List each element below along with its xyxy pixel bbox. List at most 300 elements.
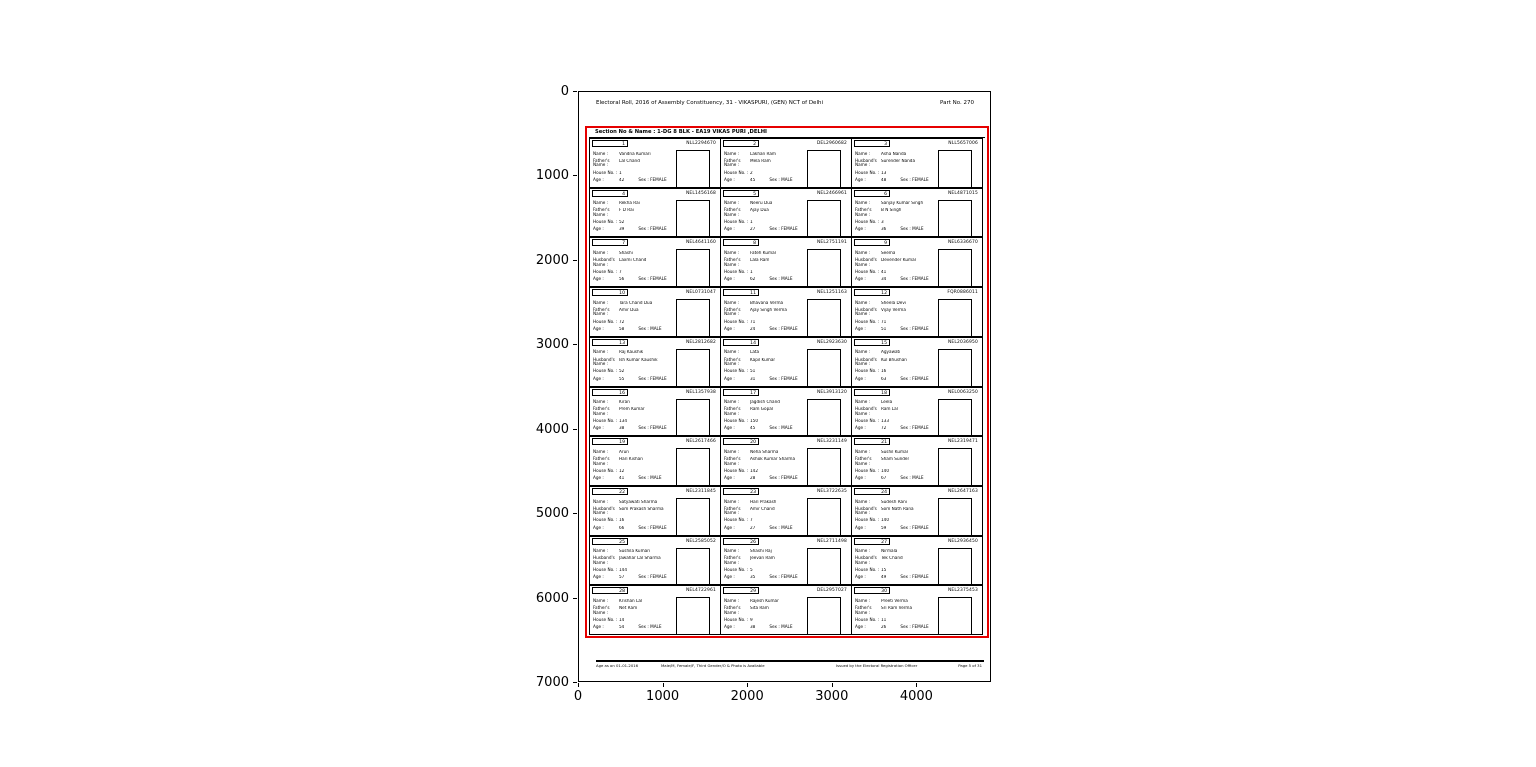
name-label: Name : (593, 498, 609, 504)
sex-value: FEMALE (912, 624, 929, 630)
voter-fields (590, 497, 676, 535)
voter-card (590, 139, 720, 187)
house-no-label: House No. : (593, 268, 618, 274)
house-no-label: House No. : (855, 517, 880, 523)
y-tick-mark (573, 429, 577, 430)
age-value: 58 (619, 326, 625, 331)
name-label: Name : (593, 448, 609, 454)
epic-number: NEL2036950 (947, 339, 978, 345)
relation-label: Husband's Name : (855, 356, 877, 367)
age-value: 54 (619, 625, 625, 630)
name-label: Name : (724, 448, 740, 454)
x-tick-mark (747, 683, 748, 687)
age-value: 62 (750, 277, 756, 282)
photo-box (676, 200, 710, 237)
age-value: 41 (619, 475, 625, 480)
sex-label: Sex : (900, 226, 911, 232)
voter-fields (721, 596, 807, 634)
voter-fields (852, 248, 938, 286)
sex-value: MALE (781, 524, 793, 530)
age-label: Age : (724, 624, 735, 630)
serial-number-box (854, 140, 890, 147)
sex-label: Sex : (769, 325, 780, 331)
relation-name: Hari Kishan (619, 457, 643, 461)
voter-card (590, 586, 720, 634)
photo-box (938, 399, 972, 436)
voter-card (590, 537, 720, 585)
sex-label: Sex : (769, 425, 780, 431)
relation-label: Father's Name : (724, 605, 741, 615)
serial-number: 2 (753, 142, 756, 147)
epic-number: DEL2960682 (816, 141, 847, 146)
house-number: 51 (750, 369, 756, 374)
voter-card (851, 487, 982, 535)
epic-number: NEL2585052 (685, 538, 716, 544)
age-label: Age : (724, 375, 735, 381)
name-label: Name : (855, 597, 871, 603)
voter-fields (721, 398, 807, 436)
sex-value: FEMALE (650, 226, 667, 232)
house-number: 140 (881, 468, 889, 473)
voter-name: Satyawati Sharma (619, 499, 658, 504)
y-tick-mark (573, 513, 577, 514)
house-no-label: House No. : (593, 517, 618, 523)
serial-number-box (592, 239, 628, 246)
serial-number: 5 (753, 191, 756, 197)
sex-label: Sex : (638, 226, 649, 232)
voter-card (720, 586, 851, 634)
photo-box (938, 498, 972, 535)
epic-number: FQR0886011 (947, 290, 978, 296)
sex-label: Sex : (638, 325, 649, 331)
sex-label: Sex : (900, 425, 911, 431)
serial-number-box (723, 339, 759, 346)
voter-name: Sheela Devi (881, 300, 906, 305)
epic-number: NEL0731047 (685, 290, 716, 296)
serial-number-box (592, 587, 628, 594)
voter-fields (721, 497, 807, 535)
y-tick-mark (573, 682, 577, 683)
voter-fields (852, 298, 938, 336)
card-row (590, 238, 982, 288)
sex-label: Sex : (638, 375, 649, 381)
sex-label: Sex : (638, 176, 649, 182)
relation-name: Jawahar Lal Sharma (619, 556, 661, 561)
house-no-label: House No. : (724, 418, 749, 424)
photo-box (938, 448, 972, 485)
sex-label: Sex : (769, 276, 780, 282)
footer-issuer-note: Issued by the Electoral Registration Officer (836, 663, 918, 668)
age-label: Age : (593, 176, 604, 182)
y-tick-label: 6000 (535, 590, 569, 606)
relation-label: Father's Name : (593, 456, 610, 466)
house-no-label: House No. : (724, 616, 749, 622)
epic-number: NEL3231149 (816, 439, 847, 445)
sex-value: FEMALE (650, 176, 667, 182)
y-tick-mark (573, 260, 577, 261)
relation-name: Sri Ram Verma (881, 606, 913, 611)
relation-name: Sham Sunder (881, 457, 910, 461)
age-value: 55 (619, 376, 625, 381)
age-value: 56 (619, 277, 625, 282)
x-tick-mark (832, 683, 833, 687)
photo-box (676, 249, 710, 286)
sex-value: MALE (650, 624, 662, 630)
sex-label: Sex : (900, 624, 911, 630)
x-tick-label: 3000 (815, 689, 849, 704)
relation-name: Ashok Kumar Sharma (750, 457, 796, 461)
photo-box (807, 597, 841, 634)
house-number: 11 (881, 617, 887, 622)
relation-name: Prem Kumar (619, 407, 645, 412)
relation-name: B N Singh (881, 208, 902, 213)
photo-box (938, 200, 972, 237)
y-tick-label: 4000 (535, 421, 569, 437)
voter-card (720, 388, 851, 436)
serial-number-box (854, 389, 890, 396)
footer-legend-note: Male/M, Female/F, Third Gender/O & Photo is Available (661, 663, 765, 668)
age-value: 35 (750, 575, 756, 580)
serial-number-box (854, 587, 890, 594)
voter-card (851, 139, 982, 187)
voter-name: Sanjay Kumar Singh (881, 201, 924, 206)
relation-label: Husband's Name : (855, 157, 877, 168)
card-row (590, 338, 982, 388)
epic-number: NEL2466961 (816, 190, 847, 196)
sex-value: FEMALE (912, 574, 929, 580)
voter-name: Asha Nanda (881, 151, 907, 156)
house-number: 13 (881, 170, 887, 175)
age-value: 27 (750, 525, 756, 530)
sex-label: Sex : (900, 375, 911, 381)
relation-name: Ish Kumar Kaushik (619, 357, 658, 362)
footer-page-number: Page 5 of 31 (958, 663, 982, 668)
age-label: Age : (724, 524, 735, 530)
voter-fields (590, 348, 676, 386)
voter-name: Neha Sharma (750, 449, 779, 454)
voter-fields (590, 596, 676, 634)
voter-fields (590, 547, 676, 585)
voter-card (720, 238, 851, 286)
voter-card (590, 189, 720, 237)
house-number: 1 (750, 220, 753, 225)
sex-value: FEMALE (650, 375, 667, 381)
serial-number: 8 (753, 241, 756, 247)
age-label: Age : (593, 226, 604, 232)
voter-card (851, 189, 982, 237)
relation-label: Husband's Name : (593, 555, 615, 565)
sex-value: FEMALE (650, 574, 667, 580)
voter-card (851, 288, 982, 336)
house-number: 1 (619, 170, 622, 175)
voter-fields (590, 149, 676, 187)
part-number: Part No. 270 (940, 100, 974, 106)
house-no-label: House No. : (724, 567, 749, 573)
name-label: Name : (593, 349, 609, 355)
y-tick-label: 3000 (535, 337, 569, 353)
voter-fields (721, 248, 807, 286)
sex-label: Sex : (769, 524, 780, 530)
sex-label: Sex : (638, 474, 649, 480)
sex-value: MALE (781, 276, 793, 282)
age-label: Age : (855, 226, 866, 232)
voter-name: Raj Kaushik (619, 350, 644, 355)
voter-name: Rekha Rai (619, 201, 640, 206)
voter-name: Leela (881, 400, 893, 405)
sex-label: Sex : (769, 226, 780, 232)
y-tick-mark (573, 91, 577, 92)
sex-label: Sex : (638, 425, 649, 431)
photo-box (807, 399, 841, 436)
card-row (590, 437, 982, 487)
epic-number: NEL2311845 (685, 488, 716, 494)
age-value: 63 (881, 376, 887, 381)
house-no-label: House No. : (724, 219, 749, 225)
y-tick-label: 2000 (535, 252, 569, 268)
age-label: Age : (593, 375, 604, 381)
relation-name: Sita Ram (750, 606, 769, 611)
relation-name: Devender Kumar (881, 258, 917, 263)
x-tick-label: 4000 (899, 689, 933, 704)
voter-name: Jagdish Chand (750, 400, 780, 405)
relation-label: Father's Name : (724, 505, 741, 516)
voter-card (590, 437, 720, 485)
house-number: 52 (619, 220, 625, 225)
sex-label: Sex : (900, 574, 911, 580)
sex-value: FEMALE (781, 375, 798, 381)
serial-number: 20 (750, 440, 756, 446)
sex-label: Sex : (769, 176, 780, 182)
house-number: 72 (619, 319, 625, 324)
epic-number: NEL4722961 (685, 588, 716, 594)
serial-number-box (854, 239, 890, 246)
epic-number: NEL2936450 (947, 538, 978, 544)
photo-box (807, 150, 841, 187)
voter-name: Krishan Lal (619, 598, 643, 603)
age-label: Age : (724, 176, 735, 182)
serial-number: 10 (619, 291, 625, 297)
photo-box (938, 249, 972, 286)
age-label: Age : (855, 524, 866, 530)
voter-name: Agyawati (881, 350, 901, 355)
serial-number: 27 (881, 539, 887, 545)
house-number: 5 (750, 568, 753, 573)
house-no-label: House No. : (855, 418, 880, 424)
house-number: 140 (881, 518, 889, 523)
relation-label: Father's Name : (724, 207, 741, 218)
y-tick-label: 1000 (535, 168, 569, 184)
voter-fields (721, 298, 807, 336)
voter-name: Shashi Raj (750, 549, 772, 554)
age-label: Age : (855, 474, 866, 480)
sex-label: Sex : (769, 624, 780, 630)
house-number: 1 (750, 269, 753, 274)
age-label: Age : (855, 375, 866, 381)
relation-label: Father's Name : (724, 555, 741, 565)
serial-number-box (854, 488, 890, 495)
age-value: 45 (750, 426, 756, 431)
age-value: 66 (619, 525, 625, 530)
name-label: Name : (724, 250, 740, 255)
card-row (590, 288, 982, 338)
voter-name: Fateh Kumar (750, 251, 777, 255)
serial-number: 17 (750, 390, 756, 396)
y-tick-mark (573, 175, 577, 176)
epic-number: NEL2319471 (947, 439, 978, 445)
relation-name: F D Rai (619, 208, 634, 213)
age-label: Age : (593, 574, 604, 580)
house-no-label: House No. : (593, 567, 618, 573)
voter-name: Vandna Kumari (619, 151, 651, 156)
relation-name: Som Nath Rana (881, 506, 914, 511)
serial-number: 1 (622, 142, 625, 147)
epic-number: NEL2647163 (947, 488, 978, 494)
age-value: 34 (881, 277, 887, 282)
house-no-label: House No. : (593, 219, 618, 225)
relation-label: Father's Name : (593, 157, 610, 168)
age-value: 72 (881, 426, 887, 431)
voter-name: Bhavana Verma (750, 300, 784, 305)
house-number: 14 (619, 617, 625, 622)
relation-label: Father's Name : (593, 605, 610, 615)
house-number: 15 (881, 568, 887, 573)
house-number: 7 (750, 518, 753, 523)
serial-number-box (723, 190, 759, 197)
voter-fields (721, 547, 807, 585)
house-number: 16 (619, 518, 625, 523)
voter-name: Preeti Verma (881, 598, 908, 603)
age-label: Age : (593, 325, 604, 331)
serial-number-box (723, 389, 759, 396)
sex-value: FEMALE (912, 325, 929, 331)
age-label: Age : (593, 425, 604, 431)
name-label: Name : (724, 498, 740, 504)
relation-name: Ram Lal (881, 407, 898, 412)
house-number: 9 (750, 617, 753, 622)
voter-fields (721, 348, 807, 386)
name-label: Name : (724, 299, 740, 305)
photo-box (676, 448, 710, 485)
relation-label: Father's Name : (855, 605, 872, 615)
serial-number: 7 (622, 241, 625, 247)
house-number: 150 (750, 419, 758, 424)
serial-number: 15 (881, 340, 887, 346)
name-label: Name : (855, 200, 871, 206)
voter-name: Kiran (619, 400, 630, 405)
serial-number: 28 (619, 589, 625, 595)
house-number: 41 (881, 269, 887, 274)
age-value: 45 (750, 177, 756, 182)
house-number: 134 (619, 419, 627, 424)
relation-label: Husband's Name : (855, 505, 877, 516)
photo-box (676, 349, 710, 386)
relation-name: Laxmi Chand (619, 258, 647, 263)
house-number: 142 (750, 468, 758, 473)
sex-label: Sex : (769, 574, 780, 580)
voter-fields (852, 199, 938, 237)
sex-value: FEMALE (912, 375, 929, 381)
house-no-label: House No. : (593, 318, 618, 324)
relation-name: Som Prakash Sharma (619, 506, 664, 511)
name-label: Name : (724, 349, 740, 355)
name-label: Name : (593, 250, 609, 255)
voter-name: Seema (881, 251, 896, 255)
photo-box (676, 150, 710, 187)
serial-number: 18 (881, 390, 887, 396)
serial-number-box (592, 538, 628, 545)
name-label: Name : (855, 399, 871, 405)
age-label: Age : (724, 474, 735, 480)
serial-number-box (592, 438, 628, 445)
epic-number: NEL1357938 (685, 389, 716, 395)
serial-number: 4 (622, 191, 625, 197)
y-tick-label: 7000 (535, 675, 569, 690)
relation-label: Husband's Name : (593, 257, 615, 267)
age-value: 38 (619, 426, 625, 431)
age-value: 24 (750, 326, 756, 331)
voter-name: Sushila Kumari (619, 549, 651, 554)
roll-title: Electoral Roll, 2016 of Assembly Constituency, 31 - VIKASPURI, (GEN) NCT of Delhi (596, 100, 823, 106)
name-label: Name : (593, 548, 609, 554)
sex-label: Sex : (900, 524, 911, 530)
house-no-label: House No. : (724, 368, 749, 374)
epic-number: NEL0063250 (947, 389, 978, 395)
epic-number: NEL1456168 (685, 190, 716, 196)
serial-number: 13 (619, 340, 625, 346)
house-number: 71 (750, 319, 756, 324)
sex-label: Sex : (769, 375, 780, 381)
photo-box (807, 498, 841, 535)
voter-fields (590, 248, 676, 286)
age-label: Age : (593, 524, 604, 530)
voter-name: Sudesh Rani (881, 499, 907, 504)
age-label: Age : (855, 276, 866, 282)
serial-number: 23 (750, 489, 756, 495)
epic-number: NEL2751191 (816, 240, 847, 246)
age-label: Age : (724, 325, 735, 331)
relation-name: Ajay Singh Verma (750, 307, 787, 312)
voter-card-grid (589, 138, 983, 635)
serial-number: 25 (619, 539, 625, 545)
x-tick-mark (578, 683, 579, 687)
serial-number: 24 (881, 489, 887, 495)
house-number: 16 (881, 369, 887, 374)
footer-age-note: Age as on 01-01-2016 (596, 663, 639, 668)
photo-box (807, 448, 841, 485)
serial-number-box (854, 438, 890, 445)
voter-fields (590, 398, 676, 436)
document-header (596, 100, 984, 107)
house-number: 7 (619, 269, 622, 274)
serial-number-box (592, 389, 628, 396)
epic-number: NLL2294670 (686, 141, 716, 146)
age-label: Age : (855, 624, 866, 630)
serial-number: 21 (881, 440, 887, 446)
photo-box (938, 548, 972, 585)
serial-number: 11 (750, 291, 756, 297)
serial-number-box (723, 488, 759, 495)
x-tick-mark (916, 683, 917, 687)
house-no-label: House No. : (724, 169, 749, 175)
voter-card (590, 238, 720, 286)
voter-card (720, 189, 851, 237)
voter-fields (590, 298, 676, 336)
card-row (590, 388, 982, 438)
house-number: 133 (881, 419, 889, 424)
voter-card (590, 487, 720, 535)
plot-area (578, 91, 991, 682)
epic-number: NEL2923630 (816, 339, 847, 345)
